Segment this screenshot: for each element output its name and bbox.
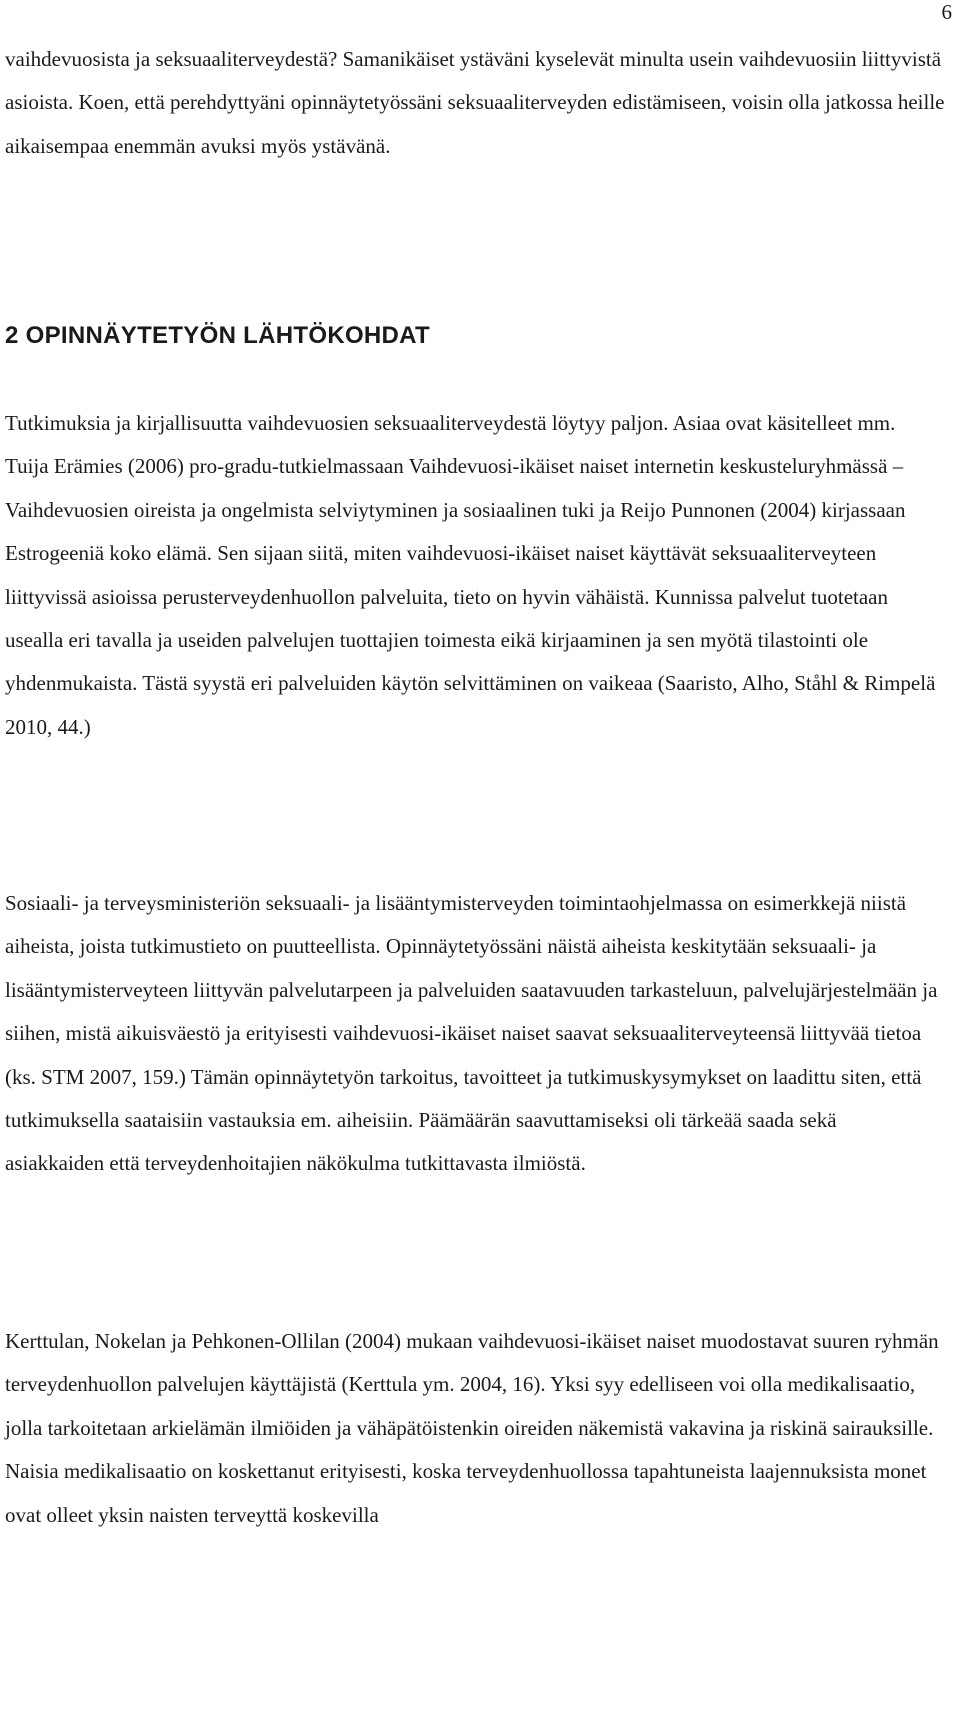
section-heading: 2 OPINNÄYTETYÖN LÄHTÖKOHDAT	[5, 322, 430, 349]
page-number: 6	[941, 0, 952, 24]
body-paragraph-1: Tutkimuksia ja kirjallisuutta vaihdevuosien seksuaaliterveydestä löytyy paljon. Asiaa ovat käsitelleet mm. Tuija Erämies (2006) pro-gradu-tutkielmassaan Vaihdevuosi-ikäiset naiset internetin keskusteluryhmässä – Vaihdevuosien oireista ja ongelmista selviytyminen ja sosiaalinen tuki ja Reijo Punnonen (2004) kirjassaan Estrogeeniä koko elämä. Sen sijaan siitä, miten vaihdevuosi-ikäiset naiset käyttävät seksuaaliterveyteen liittyvissä asioissa perusterveydenhuollon palveluita, tieto on hyvin vähäistä. Kunnissa palvelut tuotetaan usealla eri tavalla ja useiden palvelujen tuottajien toimesta eikä kirjaaminen ja sen myötä tilastointi ole yhdenmukaista. Tästä syystä eri palveluiden käytön selvittäminen on vaikeaa (Saaristo, Alho, Ståhl & Rimpelä 2010, 44.)	[5, 411, 936, 739]
continued-paragraph: vaihdevuosista ja seksuaaliterveydestä? Samanikäiset ystäväni kyselevät minulta usein vaihdevuosiin liittyvistä asioista. Koen, että perehdyttyäni opinnäytetyössäni seksuaaliterveyden edistämiseen, voisin olla jatkossa heille aikaisempaa enemmän avuksi myös ystävänä.	[5, 47, 945, 158]
body-paragraph-2: Sosiaali- ja terveysministeriön seksuaali- ja lisääntymisterveyden toimintaohjelmassa on esimerkkejä niistä aiheista, joista tutkimustieto on puutteellista. Opinnäytetyössäni näistä aiheista keskitytään seksuaali- ja lisääntymisterveyteen liittyvän palvelutarpeen ja palveluiden saatavuuden tarkasteluun, palvelujärjestelmään ja siihen, mistä aikuisväestö ja erityisesti vaihdevuosi-ikäiset naiset saavat seksuaaliterveyteensä liittyvää tietoa (ks. STM 2007, 159.) Tämän opinnäytetyön tarkoitus, tavoitteet ja tutkimuskysymykset on laadittu siten, että tutkimuksella saataisiin vastauksia em. aiheisiin. Päämäärän saavuttamiseksi oli tärkeää saada sekä asiakkaiden että terveydenhoitajien näkökulma tutkittavasta ilmiöstä.	[5, 891, 938, 1176]
body-paragraph-3: Kerttulan, Nokelan ja Pehkonen-Ollilan (2004) mukaan vaihdevuosi-ikäiset naiset muodostavat suuren ryhmän terveydenhuollon palvelujen käyttäjistä (Kerttula ym. 2004, 16). Yksi syy edelliseen voi olla medikalisaatio, jolla tarkoitetaan arkielämän ilmiöiden ja vähäpätöistenkin oireiden näkemistä vakavina ja riskinä sairauksille. Naisia medikalisaatio on koskettanut erityisesti, koska terveydenhuollossa tapahtuneista laajennuksista monet ovat olleet yksin naisten terveyttä koskevilla	[5, 1329, 939, 1527]
